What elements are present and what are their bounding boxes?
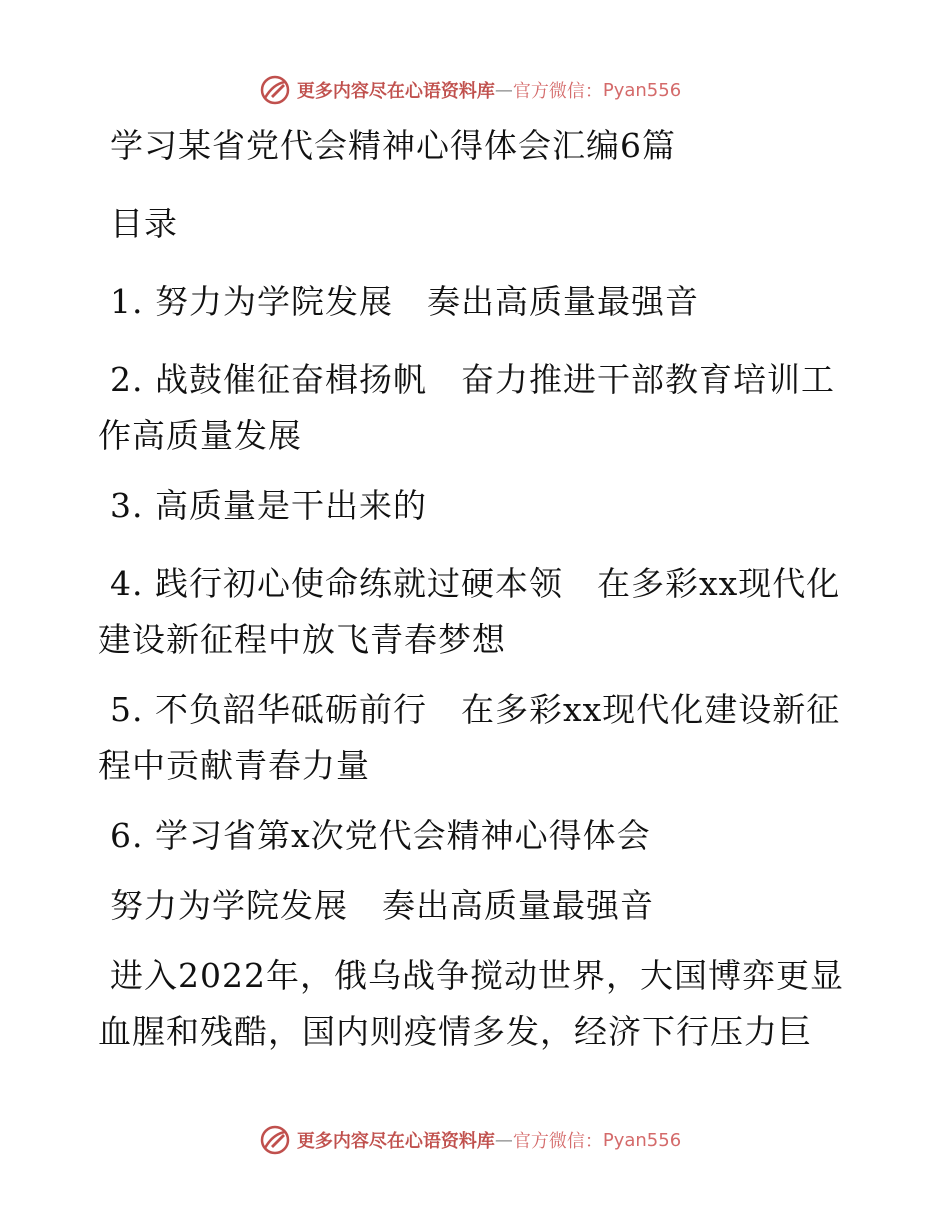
toc-item-6: 6. 学习省第x次党代会精神心得体会 — [110, 816, 651, 855]
toc-item-5: 5. 不负韶华砥砺前行 在多彩xx现代化建设新征程中贡献青春力量 — [98, 690, 841, 785]
watermark-footer — [0, 1120, 950, 1160]
toc-item-2: 2. 战鼓催征奋楫扬帆 奋力推进干部教育培训工作高质量发展 — [98, 360, 835, 455]
section-heading: 努力为学院发展 奏出高质量最强音 — [110, 886, 654, 925]
pen-swirl-logo-icon — [259, 1124, 291, 1156]
watermark-contact-id: Pyan556 — [602, 79, 682, 101]
watermark-contact-id: Pyan556 — [602, 1129, 682, 1151]
watermark-title: 更多内容尽在心语资料库 — [296, 81, 495, 102]
pen-swirl-logo-icon — [259, 74, 291, 106]
watermark-title: 更多内容尽在心语资料库 — [296, 1131, 495, 1152]
toc-item-3: 3. 高质量是干出来的 — [110, 486, 427, 525]
watermark-header — [0, 70, 950, 110]
watermark-contact-label: 官方微信： — [512, 81, 603, 102]
toc-item-4: 4. 践行初心使命练就过硬本领 在多彩xx现代化建设新征程中放飞青春梦想 — [98, 564, 841, 659]
toc-item-1: 1. 努力为学院发展 奏出高质量最强音 — [110, 282, 699, 321]
watermark-separator: — — [494, 1129, 513, 1151]
toc-heading: 目录 — [110, 204, 178, 243]
document-body — [98, 118, 858, 1060]
watermark-contact-label: 官方微信： — [512, 1131, 603, 1152]
watermark-separator: — — [494, 79, 513, 101]
document-title: 学习某省党代会精神心得体会汇编6篇 — [110, 126, 676, 165]
body-paragraph: 进入2022年，俄乌战争搅动世界，大国博弈更显血腥和残酷，国内则疫情多发，经济下行压力巨 — [98, 956, 844, 1051]
